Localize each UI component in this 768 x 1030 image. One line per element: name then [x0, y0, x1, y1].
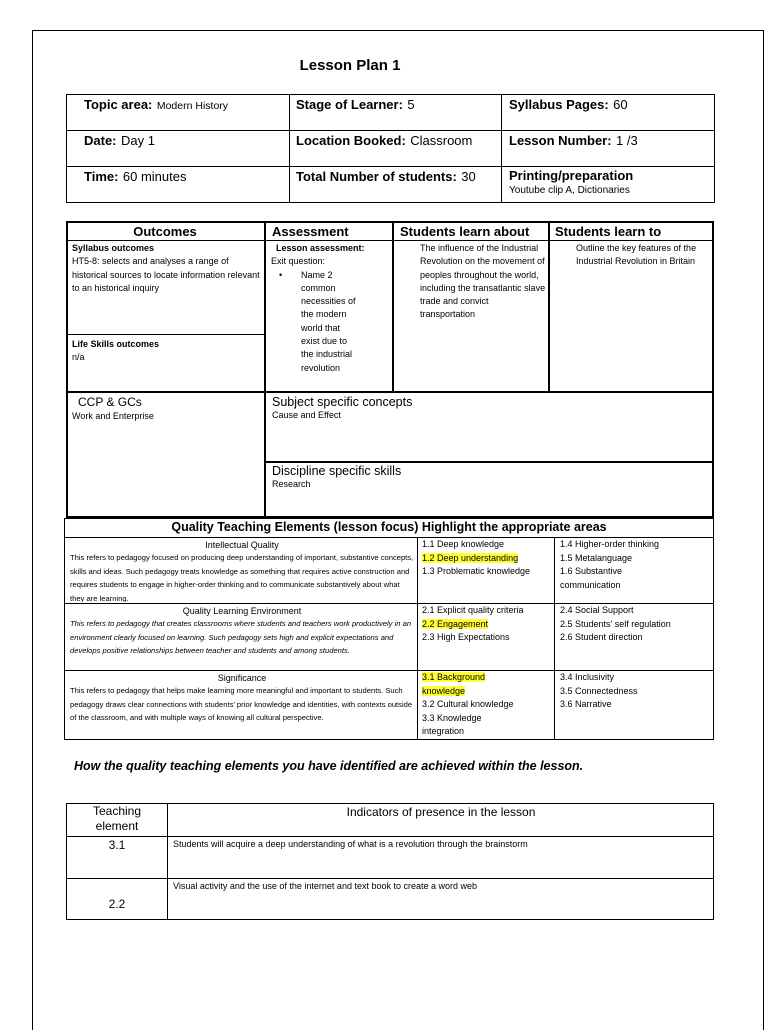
- qte-item-1-4: 1.4 Higher-order thinking: [560, 539, 660, 549]
- learn-to-header: Students learn to: [555, 224, 662, 239]
- subject-concepts-text: Cause and Effect: [272, 410, 341, 420]
- location-label: Location Booked:: [296, 133, 406, 148]
- qte-item-3-4: 3.4 Inclusivity: [560, 672, 615, 682]
- life-skills-text: n/a: [72, 352, 85, 363]
- qte-row-name: Quality Learning Environment: [182, 606, 302, 616]
- time-value: 60 minutes: [122, 169, 187, 184]
- discipline-skills-text: Research: [272, 479, 311, 489]
- outcomes-header: Outcomes: [133, 224, 197, 239]
- qte-item-1-3: 1.3 Problematic knowledge: [422, 566, 531, 576]
- learn-to-cell: [572, 242, 712, 388]
- qte-row-environment: [70, 605, 414, 669]
- qte-row-name: Significance: [217, 673, 267, 683]
- qte-row-intellectual: [70, 539, 414, 602]
- students-count-value: 30: [461, 169, 476, 184]
- teaching-element-value: 2.2: [108, 897, 126, 911]
- lesson-number-value: 1 /3: [616, 133, 638, 148]
- page-title: Lesson Plan 1: [299, 57, 401, 74]
- date-cell: [84, 132, 284, 162]
- stage-label: Stage of Learner:: [296, 97, 403, 112]
- syllabus-outcomes-label: Syllabus outcomes: [72, 243, 155, 253]
- learn-about-header: Students learn about: [400, 224, 530, 239]
- qte-item-1-6: 1.6 Substantive communication: [560, 566, 623, 590]
- qte-heading: Quality Teaching Elements (lesson focus) Highlight the appropriate areas: [171, 520, 607, 534]
- assessment-header: Assessment: [272, 224, 349, 239]
- ccp-label: CCP & GCs: [78, 395, 142, 409]
- indicator-text: Visual activity and the use of the internet and text book to create a word web: [173, 881, 478, 891]
- ccp-text: Work and Enterprise: [72, 411, 154, 421]
- printing-label: Printing/preparation: [509, 168, 634, 183]
- qte-row-desc: This refers to pedagogy that creates classrooms where students and teachers work productively in an environment clearly focused on learning. Such pedagogy sets high and explicit expectations and develops positive relationships between teacher and students and among students.: [70, 619, 412, 655]
- qte-item-2-3: 2.3 High Expectations: [422, 632, 510, 642]
- qte-row-desc: This refers to pedagogy that helps make learning more meaningful and important to students. Such pedagogy draws clear connections with students' prior knowledge and identities, with contexts outside of the classroom, and with multiple ways of knowing all cultural perspective.: [70, 686, 413, 722]
- syllabus-pages-cell: [509, 96, 709, 126]
- qte-item-3-5: 3.5 Connectedness: [560, 685, 638, 696]
- location-value: Classroom: [410, 133, 473, 148]
- learn-about-bullet: • The influence of the Industrial Revolution on the movement of peoples throughout the world, including the transatlantic slave trade and convict transportation: [416, 242, 546, 322]
- lesson-number-label: Lesson Number:: [509, 133, 612, 148]
- qte-row-significance-col1: [422, 671, 554, 739]
- stage-cell: [296, 96, 496, 126]
- time-label: Time:: [84, 169, 119, 184]
- qte-item-3-6: 3.6 Narrative: [560, 699, 612, 709]
- lesson-number-cell: [509, 132, 709, 162]
- qte-item-2-1: 2.1 Explicit quality criteria: [422, 605, 524, 615]
- teaching-element-value: 3.1: [108, 838, 126, 852]
- students-count-cell: [296, 168, 500, 198]
- discipline-skills-label: Discipline specific skills: [272, 464, 402, 478]
- date-value: Day 1: [120, 133, 155, 148]
- assessment-label: Lesson assessment:: [276, 243, 365, 253]
- date-label: Date:: [84, 133, 117, 148]
- qte-row-environment-col2: [560, 604, 712, 669]
- subject-concepts-label: Subject specific concepts: [272, 395, 413, 409]
- students-count-label: Total Number of students:: [296, 169, 457, 184]
- qte-item-3-2: 3.2 Cultural knowledge: [422, 699, 514, 709]
- assessment-intro: Exit question:: [271, 256, 326, 267]
- assessment-cell: [271, 242, 391, 388]
- qte-row-intellectual-col2: [560, 538, 712, 602]
- qte-item-1-5: 1.5 Metalanguage: [560, 552, 633, 563]
- discipline-skills-cell: [272, 464, 712, 514]
- syllabus-outcomes-text: HT5-8: selects and analyses a range of historical sources to locate information relevant to an historical inquiry: [72, 256, 260, 293]
- qte-item-2-6: 2.6 Student direction: [560, 632, 643, 642]
- syllabus-pages-value: 60: [613, 97, 628, 112]
- qte-row-significance: [70, 672, 414, 739]
- indicators-header: Indicators of presence in the lesson: [346, 805, 536, 819]
- stage-value: 5: [407, 97, 415, 112]
- qte-item-2-4: 2.4 Social Support: [560, 605, 634, 615]
- time-cell: [84, 168, 284, 198]
- syllabus-pages-label: Syllabus Pages:: [509, 97, 609, 112]
- qte-row-name: Intellectual Quality: [205, 540, 279, 550]
- printing-value: Youtube clip A, Dictionaries: [509, 185, 630, 196]
- qte-row-environment-col1: [422, 604, 554, 669]
- subject-concepts-cell: [272, 395, 712, 455]
- syllabus-outcomes-cell: [72, 242, 262, 332]
- indicator-text: Students will acquire a deep understanding of what is a revolution through the brainstorm: [173, 839, 528, 849]
- assessment-bullet: • Name 2 common necessities of the modern world that exist due to the industrial revolution: [271, 269, 359, 375]
- learn-about-cell: [416, 242, 546, 388]
- topic-area-cell: [84, 96, 284, 126]
- life-skills-cell: [72, 338, 262, 388]
- printing-cell: [509, 168, 713, 202]
- ccp-cell: [72, 395, 262, 455]
- qte-item-1-2: 1.2 Deep understanding: [422, 552, 519, 563]
- topic-area-label: Topic area:: [84, 97, 153, 112]
- qte-item-3-3: 3.3 Knowledge integration: [422, 712, 482, 736]
- achieved-heading: How the quality teaching elements you have identified are achieved within the lesson.: [74, 759, 584, 773]
- qte-item-2-2: 2.2 Engagement: [422, 618, 489, 629]
- qte-row-significance-col2: [560, 671, 712, 739]
- life-skills-label: Life Skills outcomes: [72, 339, 160, 349]
- location-cell: [296, 132, 500, 162]
- learn-to-bullet: • Outline the key features of the Industrial Revolution in Britain: [572, 242, 712, 269]
- topic-area-value: Modern History: [156, 100, 229, 112]
- qte-item-1-1: 1.1 Deep knowledge: [422, 539, 505, 549]
- qte-row-intellectual-col1: [422, 538, 554, 602]
- qte-row-desc: This refers to pedagogy focused on producing deep understanding of important, substantive concepts, skills and ideas. Such pedagogy treats knowledge as something that requires active construction and requires students to engage in higher-order thinking and to communicate substantively about what they are learning.: [70, 553, 414, 602]
- teaching-element-header: Teaching element: [92, 804, 142, 833]
- qte-item-3-1: 3.1 Background knowledge: [422, 672, 486, 696]
- qte-item-2-5: 2.5 Students' self regulation: [560, 618, 671, 629]
